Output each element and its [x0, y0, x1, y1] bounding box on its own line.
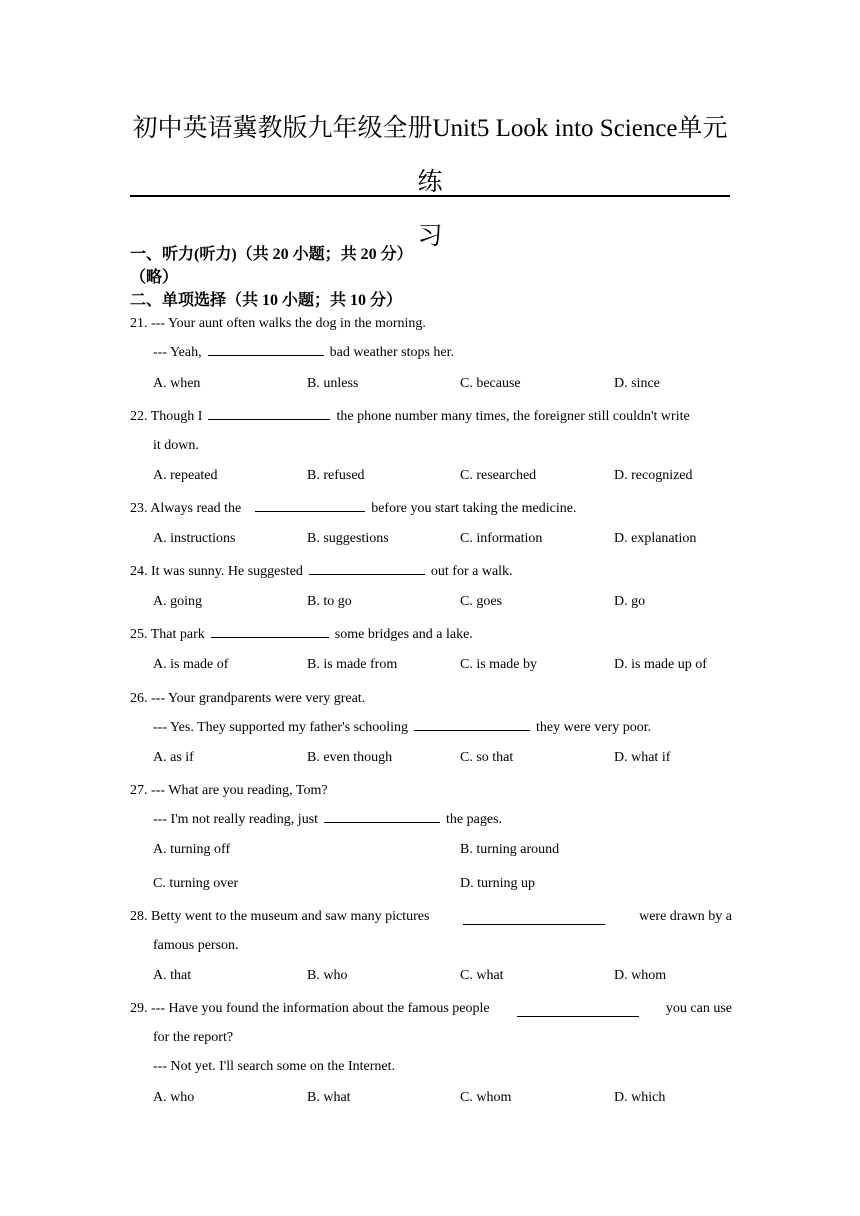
question-29-line-2: for the report?: [153, 1030, 234, 1045]
question-28: [130, 902, 732, 960]
option-a: A. when: [153, 376, 201, 391]
answer-blank: [324, 808, 440, 823]
question-25: [130, 620, 732, 649]
question-28-line-1: 28. Betty went to the museum and saw many pictures were drawn by a: [130, 909, 732, 924]
question-23-options: [130, 531, 730, 553]
question-25-options: [130, 657, 730, 679]
title-divider: [130, 195, 730, 197]
question-22-line-2: it down.: [153, 438, 199, 453]
option-d: D. what if: [614, 750, 671, 765]
option-b: B. turning around: [460, 842, 560, 857]
question-29-line-3: --- Not yet. I'll search some on the Internet.: [153, 1059, 395, 1074]
option-d: D. turning up: [460, 876, 536, 891]
option-a: A. is made of: [153, 657, 229, 672]
option-d: D. recognized: [614, 468, 693, 483]
option-a: A. as if: [153, 750, 194, 765]
question-26-options: [130, 750, 730, 772]
option-d: D. since: [614, 376, 660, 391]
option-d: D. which: [614, 1090, 666, 1105]
section-2-heading: 二、单项选择（共 10 小题；共 10 分）: [130, 292, 403, 309]
answer-blank: [211, 623, 329, 638]
question-29: [130, 994, 732, 1081]
question-27-line-1: 27. --- What are you reading, Tom?: [130, 783, 328, 798]
question-22: [130, 402, 732, 460]
question-26: [130, 684, 732, 742]
option-b: B. what: [307, 1090, 351, 1105]
question-21-options: [130, 376, 730, 398]
answer-blank: [208, 405, 330, 420]
question-24-line-1: 24. It was sunny. He suggested out for a walk.: [130, 557, 732, 586]
document-title: [130, 102, 730, 264]
question-24-options: [130, 594, 730, 616]
option-a: A. instructions: [153, 531, 236, 546]
answer-blank: [309, 560, 425, 575]
option-d: D. is made up of: [614, 657, 707, 672]
answer-blank: [414, 716, 530, 731]
question-29-line-1: 29. --- Have you found the information about the famous people you can use: [130, 1001, 732, 1016]
option-c: C. researched: [460, 468, 537, 483]
question-21: [130, 309, 732, 367]
answer-blank: [517, 1002, 639, 1017]
option-d: D. explanation: [614, 531, 697, 546]
question-24: [130, 557, 732, 586]
option-c: C. what: [460, 968, 504, 983]
question-28-options: [130, 968, 730, 990]
option-b: B. refused: [307, 468, 365, 483]
option-b: B. to go: [307, 594, 352, 609]
question-22-line-1: 22. Though I the phone number many times, the foreigner still couldn't write: [130, 402, 732, 431]
title-line-1: 初中英语冀教版九年级全册Unit5 Look into Science单元练: [132, 115, 728, 196]
question-23: [130, 494, 732, 523]
question-28-line-2: famous person.: [153, 938, 239, 953]
question-26-line-2: --- Yes. They supported my father's schooling they were very poor.: [130, 713, 732, 742]
question-27-options-row-2: [130, 876, 730, 898]
question-23-line-1: 23. Always read the before you start taking the medicine.: [130, 494, 732, 523]
option-d: D. whom: [614, 968, 667, 983]
option-a: A. turning off: [153, 842, 231, 857]
option-c: C. because: [460, 376, 521, 391]
title-line-2: 习: [417, 223, 443, 250]
option-c: C. information: [460, 531, 543, 546]
answer-blank: [463, 910, 605, 925]
question-21-line-2: --- Yeah, bad weather stops her.: [130, 338, 732, 367]
option-b: B. is made from: [307, 657, 398, 672]
question-29-options: [130, 1090, 730, 1112]
option-a: A. repeated: [153, 468, 218, 483]
question-21-line-1: 21. --- Your aunt often walks the dog in the morning.: [130, 316, 426, 331]
option-c: C. whom: [460, 1090, 512, 1105]
question-22-options: [130, 468, 730, 490]
option-d: D. go: [614, 594, 646, 609]
question-27-options-row-1: [130, 842, 730, 864]
option-a: A. who: [153, 1090, 195, 1105]
option-a: A. going: [153, 594, 202, 609]
option-b: B. who: [307, 968, 348, 983]
question-26-line-1: 26. --- Your grandparents were very great.: [130, 691, 366, 706]
option-b: B. unless: [307, 376, 359, 391]
option-a: A. that: [153, 968, 192, 983]
question-27-line-2: --- I'm not really reading, just the pages.: [130, 805, 732, 834]
answer-blank: [255, 497, 365, 512]
option-c: C. turning over: [153, 876, 239, 891]
option-c: C. goes: [460, 594, 502, 609]
option-c: C. so that: [460, 750, 514, 765]
question-25-line-1: 25. That park some bridges and a lake.: [130, 620, 732, 649]
option-b: B. even though: [307, 750, 393, 765]
answer-blank: [208, 341, 324, 356]
section-1-heading: 一、听力(听力)（共 20 小题；共 20 分）: [130, 246, 413, 263]
option-b: B. suggestions: [307, 531, 389, 546]
section-1-note: （略）: [130, 269, 179, 286]
option-c: C. is made by: [460, 657, 537, 672]
question-27: [130, 776, 732, 834]
